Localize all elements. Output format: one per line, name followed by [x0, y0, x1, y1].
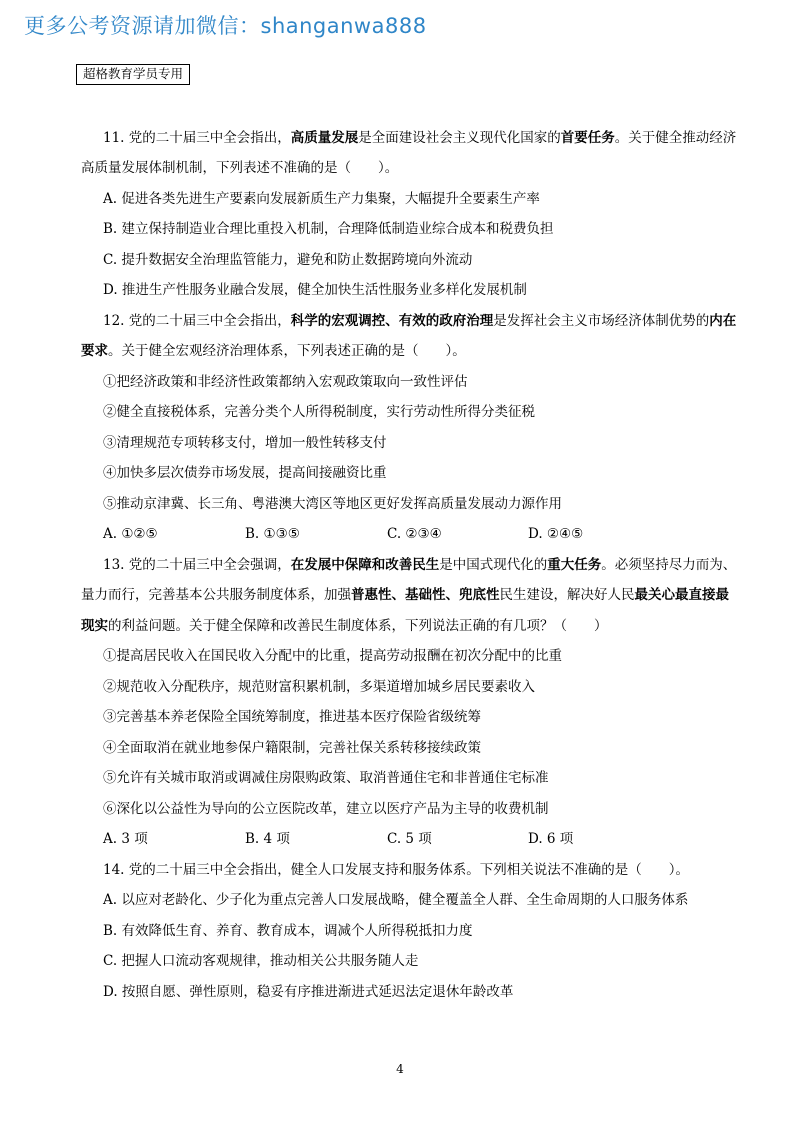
q11-stem-text: 是全面建设社会主义现代化国家的 — [358, 130, 561, 146]
q12-option-c: C. ②③④ — [387, 526, 442, 542]
q13-emphasis: 在发展中保障和改善民生 — [290, 557, 440, 573]
q13-option-a: A. 3 项 — [103, 831, 148, 847]
q12-item-4: ④加快多层次债券市场发展，提高间接融资比重 — [103, 465, 387, 481]
q14-option-c: C. 把握人口流动客观规律，推动相关公共服务随人走 — [103, 953, 419, 969]
page-number: 4 — [396, 1062, 404, 1076]
q13-stem-text: 。必须坚持尽力而为、 — [601, 557, 737, 573]
q11-option-a: A. 促进各类先进生产要素向发展新质生产力集聚，大幅提升全要素生产率 — [103, 191, 540, 207]
q11-option-c: C. 提升数据安全治理监管能力，避免和防止数据跨境向外流动 — [103, 252, 473, 268]
q13-option-b: B. 4 项 — [245, 831, 290, 847]
q13-stem-line-3 — [81, 616, 608, 636]
q12-item-1: ①把经济政策和非经济性政策都纳入宏观政策取向一致性评估 — [103, 374, 468, 390]
q13-stem-text: 量力而行，完善基本公共服务制度体系，加强 — [81, 587, 351, 603]
q11-emphasis: 首要任务 — [560, 130, 615, 146]
q12-item-2: ②健全直接税体系，完善分类个人所得税制度，实行劳动性所得分类征税 — [103, 404, 535, 420]
q12-emphasis: 要求 — [81, 343, 108, 359]
q13-item-4: ④全面取消在就业地参保户籍限制，完善社保关系转移接续政策 — [103, 740, 481, 756]
q13-stem-text: 的利益问题。关于健全保障和改善民生制度体系，下列说法正确的有几项？（ ） — [108, 618, 608, 634]
q13-emphasis: 现实 — [81, 618, 108, 634]
q13-item-2: ②规范收入分配秩序，规范财富积累机制，多渠道增加城乡居民要素收入 — [103, 679, 535, 695]
q12-option-d: D. ②④⑤ — [528, 526, 584, 542]
q12-stem-text: 。关于健全宏观经济治理体系，下列表述正确的是（ ）。 — [108, 343, 466, 359]
q11-stem-line-2: 高质量发展体制机制，下列表述不准确的是（ ）。 — [81, 160, 399, 176]
q12-stem-text: 是发挥社会主义市场经济体制优势的 — [493, 313, 710, 329]
watermark-text: 更多公考资源请加微信：shanganwa888 — [24, 14, 427, 38]
q14-option-d: D. 按照自愿、弹性原则，稳妥有序推进渐进式延迟法定退休年龄改革 — [103, 984, 514, 1000]
q13-stem-text: 13. 党的二十届三中全会强调， — [103, 557, 291, 573]
q13-option-c: C. 5 项 — [387, 831, 432, 847]
q13-item-6: ⑥深化以公益性为导向的公立医院改革，建立以医疗产品为主导的收费机制 — [103, 801, 549, 817]
header-label: 超格教育学员专用 — [76, 64, 190, 85]
q13-item-3: ③完善基本养老保险全国统筹制度，推进基本医疗保险省级统筹 — [103, 709, 481, 725]
q11-stem-text: 11. 党的二十届三中全会指出， — [103, 130, 291, 146]
q13-emphasis: 最关心最直接最 — [634, 587, 729, 603]
q11-stem-line-1 — [103, 128, 736, 148]
q13-item-1: ①提高居民收入在国民收入分配中的比重，提高劳动报酬在初次分配中的比重 — [103, 648, 562, 664]
q12-item-3: ③清理规范专项转移支付，增加一般性转移支付 — [103, 435, 387, 451]
q13-emphasis: 普惠性、基础性、兜底性 — [351, 587, 500, 603]
q14-option-a: A. 以应对老龄化、少子化为重点完善人口发展战略，健全覆盖全人群、全生命周期的人口服务体系 — [103, 892, 689, 908]
q13-emphasis: 重大任务 — [547, 557, 602, 573]
q12-emphasis: 科学的宏观调控、有效的政府治理 — [290, 313, 494, 329]
q12-stem-line-1 — [103, 311, 736, 331]
q11-option-b: B. 建立保持制造业合理比重投入机制，合理降低制造业综合成本和税费负担 — [103, 221, 554, 237]
q13-stem-line-1 — [103, 555, 736, 575]
q12-stem-text: 12. 党的二十届三中全会指出， — [103, 313, 291, 329]
q11-stem-text: 。关于健全推动经济 — [614, 130, 737, 146]
q13-stem-line-2 — [81, 585, 729, 605]
q14-stem: 14. 党的二十届三中全会指出，健全人口发展支持和服务体系。下列相关说法不准确的是（ ）。 — [103, 862, 690, 878]
q11-emphasis: 高质量发展 — [290, 130, 359, 146]
q12-emphasis: 内在 — [709, 313, 737, 329]
q12-option-a: A. ①②⑤ — [103, 526, 158, 542]
q12-stem-line-2 — [81, 341, 466, 361]
q13-option-d: D. 6 项 — [528, 831, 574, 847]
q13-stem-text: 是中国式现代化的 — [439, 557, 548, 573]
q11-option-d: D. 推进生产性服务业融合发展，健全加快生活性服务业多样化发展机制 — [103, 282, 527, 298]
q12-option-b: B. ①③⑤ — [245, 526, 300, 542]
q14-option-b: B. 有效降低生育、养育、教育成本，调减个人所得税抵扣力度 — [103, 923, 473, 939]
q12-item-5: ⑤推动京津冀、长三角、粤港澳大湾区等地区更好发挥高质量发展动力源作用 — [103, 496, 562, 512]
q13-stem-text: 民生建设，解决好人民 — [499, 587, 635, 603]
q13-item-5: ⑤允许有关城市取消或调减住房限购政策、取消普通住宅和非普通住宅标准 — [103, 770, 549, 786]
